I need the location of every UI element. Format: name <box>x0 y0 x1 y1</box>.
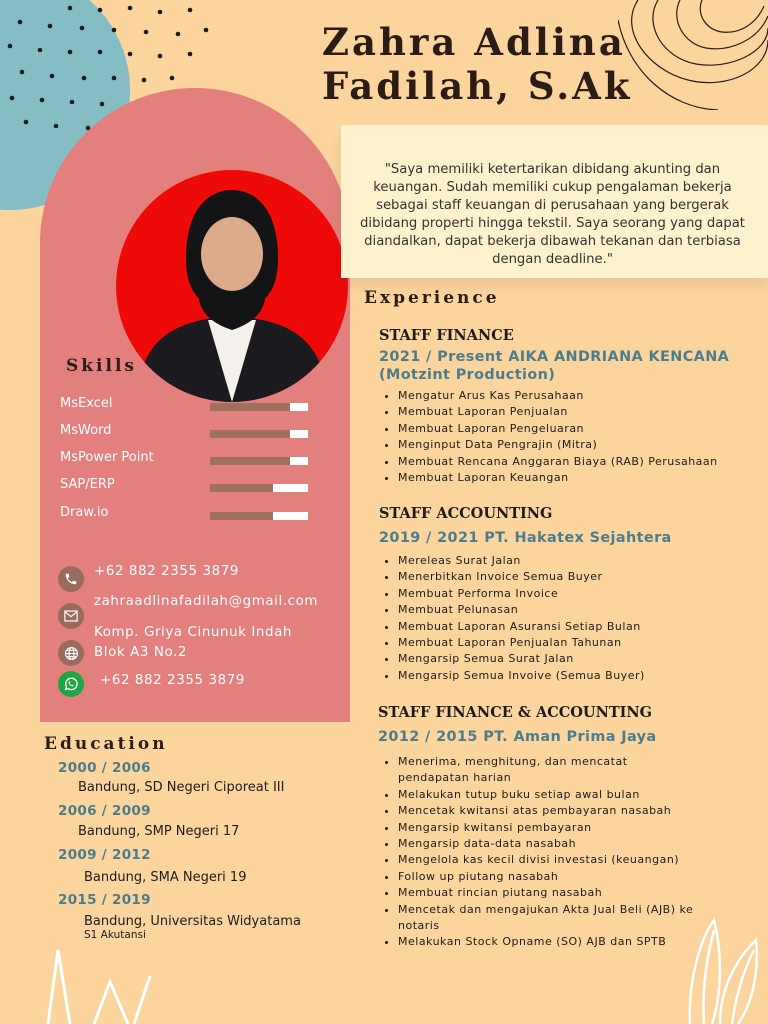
email-icon <box>58 603 84 629</box>
list-item: • Membuat Laporan Penjualan Tahunan <box>398 635 758 651</box>
name-line-2: Fadilah, S.Ak <box>322 64 633 108</box>
candidate-name <box>322 20 632 108</box>
list-item: • Mengarsip kwitansi pembayaran <box>398 820 698 836</box>
leaf-decoration-left <box>30 940 160 1024</box>
skills-heading: Skills <box>66 356 138 376</box>
education-school: Bandung, SD Negeri Ciporeat III <box>78 780 285 795</box>
job-title: STAFF ACCOUNTING <box>379 505 553 522</box>
job-tasks-list <box>382 754 698 951</box>
education-heading: Education <box>44 734 168 754</box>
list-item: • Membuat Laporan Penjualan <box>398 404 758 420</box>
education-school: Bandung, SMA Negeri 19 <box>84 870 247 885</box>
list-item: • Mengarsip Semua Surat Jalan <box>398 651 758 667</box>
skill-bar-fill <box>210 403 290 411</box>
list-item: • Menginput Data Pengrajin (Mitra) <box>398 437 758 453</box>
list-item: • Follow up piutang nasabah <box>398 869 698 885</box>
skill-label: SAP/ERP <box>60 477 115 492</box>
list-item: • Menerima, menghitung, dan mencatat pendapatan harian <box>398 754 698 787</box>
skill-bar-fill <box>210 457 290 465</box>
person-portrait-icon <box>116 170 348 402</box>
skill-bar <box>210 457 308 465</box>
list-item: • Membuat Rencana Anggaran Biaya (RAB) Perusahaan <box>398 454 758 470</box>
job-period-company: 2021 / Present AIKA ANDRIANA KENCANA (Motzint Production) <box>379 349 730 383</box>
list-item: • Mencetak kwitansi atas pembayaran nasabah <box>398 803 698 819</box>
education-years: 2000 / 2006 <box>58 760 151 776</box>
name-line-1: Zahra Adlina <box>322 20 626 64</box>
globe-icon <box>58 640 84 666</box>
skill-mspowerpoint <box>60 450 320 470</box>
experience-heading: Experience <box>364 288 500 308</box>
skill-sap-erp <box>60 477 320 497</box>
job-title: STAFF FINANCE <box>379 327 514 344</box>
list-item: • Melakukan Stock Opname (SO) AJB dan SPTB <box>398 934 698 950</box>
job-tasks-list <box>382 388 758 486</box>
profile-summary <box>341 125 768 278</box>
education-school: Bandung, Universitas Widyatama <box>84 914 301 929</box>
profile-photo <box>116 170 348 402</box>
list-item: • Mengelola kas kecil divisi investasi (keuangan) <box>398 852 698 868</box>
job-period-company: 2012 / 2015 PT. Aman Prima Jaya <box>378 729 657 745</box>
skill-bar <box>210 484 308 492</box>
address-line-2: Blok A3 No.2 <box>94 645 187 660</box>
list-item: • Membuat Laporan Asuransi Setiap Bulan <box>398 619 758 635</box>
phone-number[interactable]: +62 882 2355 3879 <box>94 564 239 579</box>
education-school: Bandung, SMP Negeri 17 <box>78 824 240 839</box>
skill-bar-fill <box>210 430 290 438</box>
list-item: • Membuat Laporan Pengeluaran <box>398 421 758 437</box>
education-degree: S1 Akutansi <box>84 929 146 941</box>
list-item: • Melakukan tutup buku setiap awal bulan <box>398 787 698 803</box>
skill-bar <box>210 512 308 520</box>
skill-bar-fill <box>210 484 273 492</box>
list-item: • Mengarsip data-data nasabah <box>398 836 698 852</box>
skill-label: Draw.io <box>60 505 109 520</box>
list-item: • Mencetak dan mengajukan Akta Jual Beli (AJB) ke notaris <box>398 902 698 935</box>
list-item: • Menerbitkan Invoice Semua Buyer <box>398 569 758 585</box>
skill-label: MsExcel <box>60 396 113 411</box>
list-item: • Membuat Performa Invoice <box>398 586 758 602</box>
list-item: • Mereleas Surat Jalan <box>398 553 758 569</box>
skill-bar-fill <box>210 512 273 520</box>
job-title: STAFF FINANCE & ACCOUNTING <box>378 704 653 721</box>
skill-bar <box>210 403 308 411</box>
email-address[interactable]: zahraadlinafadilah@gmail.com <box>94 594 319 609</box>
whatsapp-icon <box>58 671 84 697</box>
list-item: • Mengatur Arus Kas Perusahaan <box>398 388 758 404</box>
education-years: 2015 / 2019 <box>58 892 151 908</box>
job-period-company: 2019 / 2021 PT. Hakatex Sejahtera <box>379 530 672 546</box>
skill-msword <box>60 423 320 443</box>
topographic-lines-decoration <box>618 0 768 110</box>
whatsapp-number[interactable]: +62 882 2355 3879 <box>100 673 245 688</box>
job-tasks-list <box>382 553 758 684</box>
address-line-1: Komp. Griya Cinunuk Indah <box>94 625 293 640</box>
skill-bar <box>210 430 308 438</box>
list-item: • Membuat rincian piutang nasabah <box>398 885 698 901</box>
phone-icon <box>58 566 84 592</box>
skill-msexcel <box>60 396 320 416</box>
skill-drawio <box>60 505 320 525</box>
skill-label: MsPower Point <box>60 450 154 465</box>
education-years: 2009 / 2012 <box>58 847 151 863</box>
profile-summary-text: "Saya memiliki ketertarikan dibidang akunting dan keuangan. Sudah memiliki cukup pengalaman bekerja sebagai staff keuangan di perusahaan yang bergerak dibidang properti hingga tekstil. Saya seorang yang dapat diandalkan, dapat bekerja dibawah tekanan dan terbiasa dengan deadline." <box>360 162 745 267</box>
list-item: • Membuat Laporan Keuangan <box>398 470 758 486</box>
education-years: 2006 / 2009 <box>58 803 151 819</box>
skill-label: MsWord <box>60 423 112 438</box>
list-item: • Mengarsip Semua Invoive (Semua Buyer) <box>398 668 758 684</box>
list-item: • Membuat Pelunasan <box>398 602 758 618</box>
